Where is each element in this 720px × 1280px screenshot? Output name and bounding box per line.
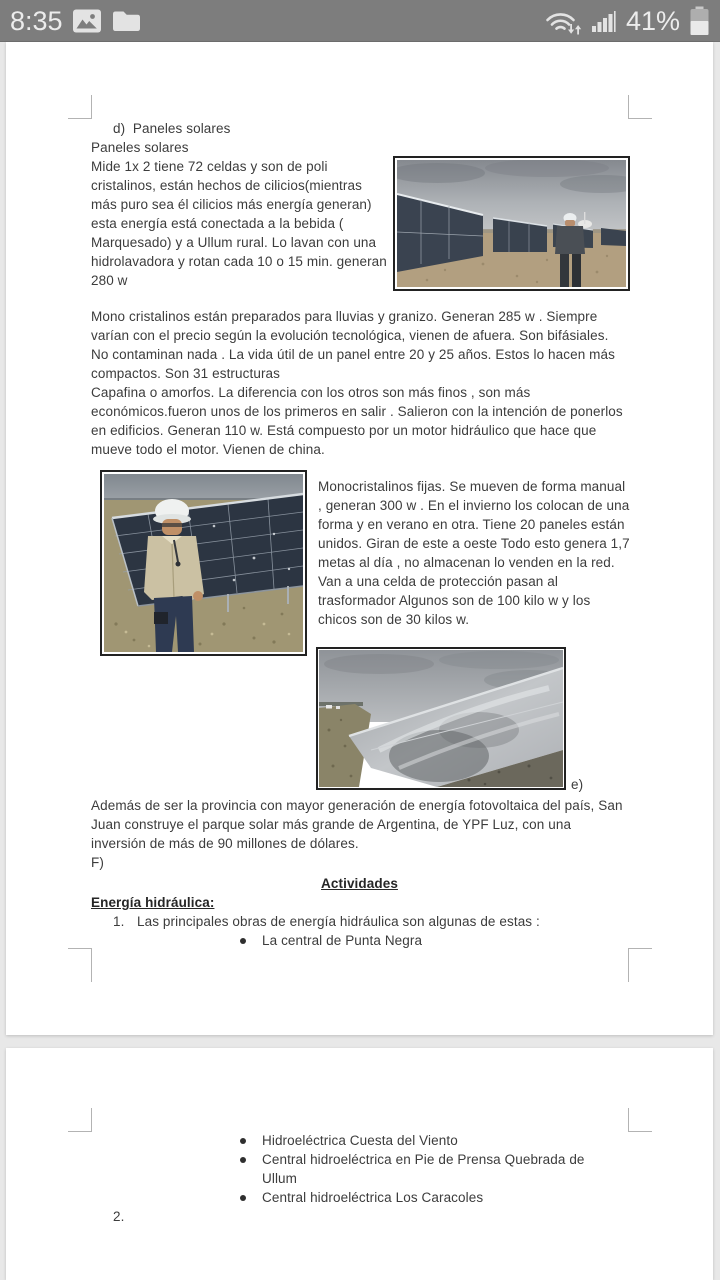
paragraph-intro: Mide 1x 2 tiene 72 celdas y son de poli cristalinos, están hechos de cilicios(mientras más puro sea él cilicios más energía generan) esta energía está conectada a la bebida ( Marquesado) y a Ullum rural. Lo lavan con una hidrolavadora y rotan cada 10 o 15 min. generan 280 w bbox=[91, 159, 387, 288]
actividades-title: Actividades bbox=[321, 876, 398, 891]
clock-time: 8:35 bbox=[10, 5, 63, 36]
paragraph-monocristalinos: Monocristalinos fijas. Se mueven de forma manual , generan 300 w . En el invierno los colocan de una forma y en verano en otra. Tiene 20 paneles están unidos. Giran de este a oeste Todo esto genera 1,7 metas al día , no almacenan lo venden en la red. Van a una celda de protección pasan al trasformador Algunos son de 100 kilo w y los chicos son de 30 kilos w. bbox=[318, 479, 630, 627]
bullet-los-caracoles: Central hidroeléctrica Los Caracoles bbox=[262, 1190, 484, 1205]
energia-hidraulica-title: Energía hidráulica: bbox=[91, 895, 215, 910]
numbered-item-1-text: Las principales obras de energía hidráulica son algunas de estas : bbox=[137, 914, 540, 929]
margin-mark-page2-top-left bbox=[68, 1108, 92, 1132]
status-bar-right bbox=[544, 0, 710, 42]
label-e: e) bbox=[571, 777, 584, 792]
status-bar[interactable] bbox=[0, 0, 720, 42]
worker-beside-panels-photo[interactable] bbox=[100, 470, 307, 656]
battery-percent-label: 41% bbox=[625, 5, 680, 36]
folder-icon bbox=[111, 8, 141, 33]
wifi-icon bbox=[544, 7, 582, 35]
bullet-cuesta-del-viento: Hidroeléctrica Cuesta del Viento bbox=[262, 1133, 458, 1148]
margin-mark-top-left bbox=[68, 95, 92, 119]
bullet-icon bbox=[240, 938, 246, 944]
bullet-punta-negra: La central de Punta Negra bbox=[262, 933, 423, 948]
numbered-item-1-marker: 1. bbox=[113, 914, 125, 929]
paragraph-ademas: Además de ser la provincia con mayor generación de energía fotovoltaica del país, San Juan construye el parque solar más grande de Argentina, de YPF Luz, con una inversión de más de 90 millones de dólares. bbox=[91, 798, 623, 851]
signal-strength-icon bbox=[591, 8, 617, 34]
status-bar-left bbox=[10, 0, 141, 42]
solar-field-worker-photo[interactable] bbox=[393, 156, 630, 291]
solar-field-worker-image bbox=[397, 160, 626, 287]
panel-reflection-image bbox=[319, 650, 563, 787]
margin-mark-bottom-right bbox=[628, 948, 652, 982]
worker-beside-panels-image bbox=[104, 474, 303, 652]
bullet-icon bbox=[240, 1157, 246, 1163]
battery-icon bbox=[689, 6, 710, 36]
numbered-item-2-marker: 2. bbox=[113, 1209, 125, 1224]
bullet-icon bbox=[240, 1138, 246, 1144]
bullet-quebrada-de-ullum: Central hidroeléctrica en Pie de Prensa Quebrada de Ullum bbox=[262, 1152, 585, 1186]
paragraph-mono-cristalinos: Mono cristalinos están preparados para lluvias y granizo. Generan 285 w . Siempre varían con el precio según la evolución tecnológica, vienen de afuera. Son bifásiales. No contaminan nada . La vida útil de un panel entre 20 y 25 años. Estos lo hacen más compactos. Son 31 estructuras bbox=[91, 309, 615, 381]
margin-mark-top-right bbox=[628, 95, 652, 119]
gallery-icon bbox=[72, 8, 102, 34]
margin-mark-page2-top-right bbox=[628, 1108, 652, 1132]
panel-reflection-photo[interactable] bbox=[316, 647, 566, 790]
margin-mark-bottom-left bbox=[68, 948, 92, 982]
paragraph-capafina: Capafina o amorfos. La diferencia con los otros son más finos , son más económicos.fueron unos de los primeros en salir . Salieron con la intención de ponerlos en edificios. Generan 110 w. Está compuesto por un motor hidráulico que hace que mueve todo el motor. Vienen de china. bbox=[91, 385, 623, 457]
subheading-paneles: Paneles solares bbox=[91, 140, 189, 155]
label-f: F) bbox=[91, 855, 104, 870]
bullet-icon bbox=[240, 1195, 246, 1201]
list-heading-d: d) Paneles solares bbox=[113, 121, 231, 136]
